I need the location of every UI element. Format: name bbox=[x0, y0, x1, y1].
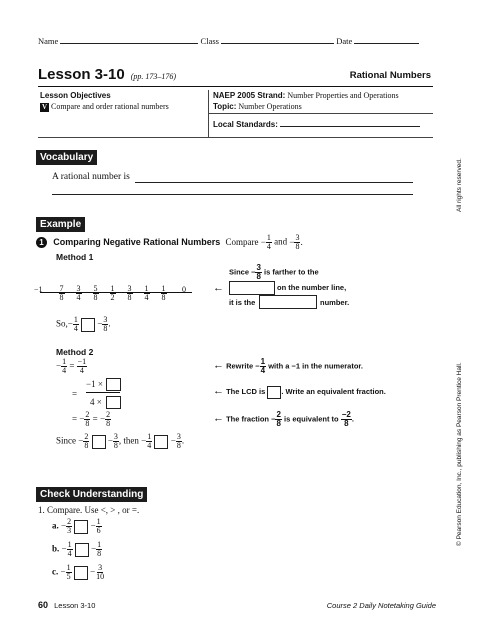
compare-box-m2b[interactable] bbox=[154, 435, 168, 449]
class-label: Class bbox=[200, 36, 219, 46]
num: 1 bbox=[67, 540, 72, 549]
arrow-left: ← bbox=[213, 385, 224, 397]
header bbox=[38, 36, 433, 50]
num: 3 bbox=[98, 563, 103, 572]
method2-conclusion: Since − $\frac{2}{8}$ − $\frac{3}{8}$ , then − $\frac{1}{4}$ − $\frac{3}{8}$ . bbox=[56, 432, 185, 450]
check-prompt: 1. Compare. Use <, > , or =. bbox=[38, 505, 140, 515]
naep-label: NAEP 2005 Strand: bbox=[213, 91, 286, 100]
method2-label: Method 2 bbox=[56, 347, 94, 357]
check-item-c bbox=[52, 564, 105, 581]
example-title: Comparing Negative Rational Numbers bbox=[53, 236, 221, 247]
method1-label: Method 1 bbox=[56, 252, 94, 262]
rewrite-note: ← Rewrite − $\frac{1}{4}$ with a −1 in the numerator. bbox=[213, 357, 364, 375]
equals-sign: = bbox=[72, 389, 78, 399]
vocab-line-2[interactable] bbox=[52, 186, 413, 195]
topic-value: Number Operations bbox=[238, 102, 302, 111]
sign: − bbox=[90, 520, 96, 531]
compare-word: Compare bbox=[225, 236, 259, 247]
check-label: a. bbox=[52, 520, 59, 531]
sign: − bbox=[90, 566, 96, 577]
rewrite-tail: with a −1 in the numerator. bbox=[268, 361, 364, 371]
lcd-tail: . Write an equivalent fraction. bbox=[281, 387, 386, 396]
den: 8 bbox=[97, 549, 102, 558]
rewrite-word: Rewrite bbox=[226, 361, 254, 371]
it-is-the-text: it is the bbox=[229, 298, 256, 307]
den: 5 bbox=[66, 572, 71, 581]
tick-frac: − $\frac{7}{8}$ bbox=[54, 284, 64, 302]
footer-guide: Course 2 Daily Notetaking Guide bbox=[326, 601, 436, 610]
sign: − bbox=[60, 566, 66, 577]
example-title-row bbox=[36, 234, 303, 251]
naep-value: Number Properties and Operations bbox=[287, 91, 399, 100]
equiv-word: is equivalent to bbox=[284, 414, 339, 424]
objective-text: Compare and order rational numbers bbox=[51, 102, 169, 111]
num: 1 bbox=[97, 540, 102, 549]
vocabulary-heading: Vocabulary bbox=[36, 150, 97, 165]
example-heading: Example bbox=[36, 217, 85, 232]
answer-box-size[interactable] bbox=[259, 295, 317, 309]
local-line bbox=[213, 119, 420, 129]
local-divider bbox=[209, 113, 433, 114]
frac-neg-3-8: − $\frac{3}{8}$ . bbox=[289, 233, 303, 251]
objectives-bottom bbox=[38, 137, 433, 138]
check-heading: Check Understanding bbox=[36, 487, 147, 502]
local-label: Local Standards: bbox=[213, 120, 278, 129]
rights-text: All rights reserved. bbox=[456, 158, 463, 212]
arrow-left: ← bbox=[213, 282, 224, 294]
tick-frac: − $\frac{5}{8}$ bbox=[88, 284, 98, 302]
den: 4 bbox=[67, 549, 72, 558]
lesson-title-row bbox=[38, 66, 433, 87]
tick-frac: − $\frac{3}{8}$ bbox=[122, 284, 132, 302]
arrow-left: ← bbox=[213, 359, 224, 372]
answer-box-direction[interactable] bbox=[229, 281, 275, 295]
frac-neg-1-4: − $\frac{1}{4}$ bbox=[260, 233, 271, 251]
example-number: 1 bbox=[36, 237, 47, 248]
date-label: Date bbox=[336, 36, 353, 46]
page-number: 60 bbox=[38, 600, 49, 610]
objective-marker: V bbox=[41, 103, 48, 111]
fraction-word: The fraction bbox=[226, 414, 270, 424]
tick-label: 0 bbox=[182, 285, 186, 294]
compare-box-m2a[interactable] bbox=[92, 435, 106, 449]
check-label: c. bbox=[52, 566, 59, 577]
num: 1 bbox=[66, 563, 71, 572]
arrow-left: ← bbox=[213, 412, 224, 425]
tick-frac: − $\frac{1}{8}$ bbox=[156, 284, 166, 302]
method2-step3: = − $\frac{2}{8}$ = − $\frac{2}{8}$ bbox=[72, 410, 111, 428]
then-word: , then bbox=[118, 435, 139, 446]
multiplier-box-top[interactable] bbox=[106, 378, 121, 391]
compare-box-a[interactable] bbox=[74, 520, 88, 534]
lcd-box[interactable] bbox=[267, 386, 281, 399]
vocab-text: A rational number is bbox=[52, 172, 130, 182]
method2-step1: − $\frac{1}{4}$ = $\frac{-1}{4}$ bbox=[56, 357, 87, 375]
num: 2 bbox=[67, 517, 72, 526]
tick-frac: − $\frac{1}{2}$ bbox=[105, 284, 115, 302]
den: 6 bbox=[96, 526, 101, 535]
method1-conclusion: So,− $\frac{1}{4}$ − $\frac{3}{8}$ . bbox=[56, 315, 111, 333]
den: 3 bbox=[67, 526, 72, 535]
fraction-bar bbox=[86, 392, 120, 393]
lcd-word: The LCD is bbox=[226, 387, 266, 396]
and-word: and bbox=[274, 236, 288, 247]
lesson-topic: Rational Numbers bbox=[349, 70, 431, 81]
so-word: So, bbox=[56, 318, 68, 329]
multiplier-box-bottom[interactable] bbox=[106, 396, 121, 409]
tick-label: −1 bbox=[34, 285, 43, 294]
topic-line bbox=[213, 102, 302, 111]
on-number-line-text: on the number line, bbox=[277, 283, 347, 292]
footer bbox=[38, 600, 438, 610]
check-item-b bbox=[52, 541, 102, 558]
copyright-text: © Pearson Education, Inc., publishing as Pearson Prentice Hall. bbox=[456, 362, 463, 546]
sign: − bbox=[61, 520, 67, 531]
objectives-heading: Lesson Objectives bbox=[40, 91, 111, 100]
compare-box-c[interactable] bbox=[74, 566, 88, 580]
naep-line bbox=[213, 91, 399, 100]
compare-box-m1[interactable] bbox=[81, 318, 95, 332]
lcd-note bbox=[213, 385, 386, 399]
times-bottom: 4 × bbox=[90, 397, 102, 407]
times-top: −1 × bbox=[86, 379, 103, 389]
method2-step2 bbox=[72, 379, 132, 413]
since-word-2: Since bbox=[56, 435, 76, 446]
den: 10 bbox=[96, 572, 105, 581]
vocab-line-1[interactable] bbox=[135, 170, 413, 183]
compare-box-b[interactable] bbox=[75, 543, 89, 557]
name-field[interactable] bbox=[60, 36, 198, 44]
class-field[interactable] bbox=[221, 36, 334, 44]
fraction-note: ← The fraction − $\frac{2}{8}$ is equivalent to $\frac{-2}{8}$ . bbox=[213, 410, 354, 428]
since-word: Since bbox=[229, 267, 250, 277]
tick-frac: − $\frac{1}{4}$ bbox=[139, 284, 149, 302]
check-item-a bbox=[52, 518, 102, 535]
date-field[interactable] bbox=[354, 36, 419, 44]
footer-lesson: Lesson 3-10 bbox=[54, 601, 96, 610]
sign: − bbox=[91, 543, 97, 554]
lesson-title: Lesson 3-10 bbox=[38, 66, 125, 83]
sign: − bbox=[61, 543, 67, 554]
topic-label: Topic: bbox=[213, 102, 237, 111]
tick-frac: − $\frac{3}{4}$ bbox=[71, 284, 81, 302]
farther-text: is farther to the bbox=[264, 267, 319, 277]
num: 1 bbox=[96, 517, 101, 526]
number-word: number. bbox=[320, 298, 350, 307]
objectives-box bbox=[38, 90, 433, 137]
method1-since: Since − $\frac{3}{8}$ is farther to the bbox=[229, 263, 319, 281]
check-label: b. bbox=[52, 543, 60, 554]
objective-item bbox=[40, 102, 169, 112]
lesson-pages: (pp. 173–176) bbox=[130, 72, 177, 81]
vocabulary-sentence bbox=[52, 172, 130, 182]
name-label: Name bbox=[38, 36, 59, 46]
local-field[interactable] bbox=[280, 119, 420, 127]
